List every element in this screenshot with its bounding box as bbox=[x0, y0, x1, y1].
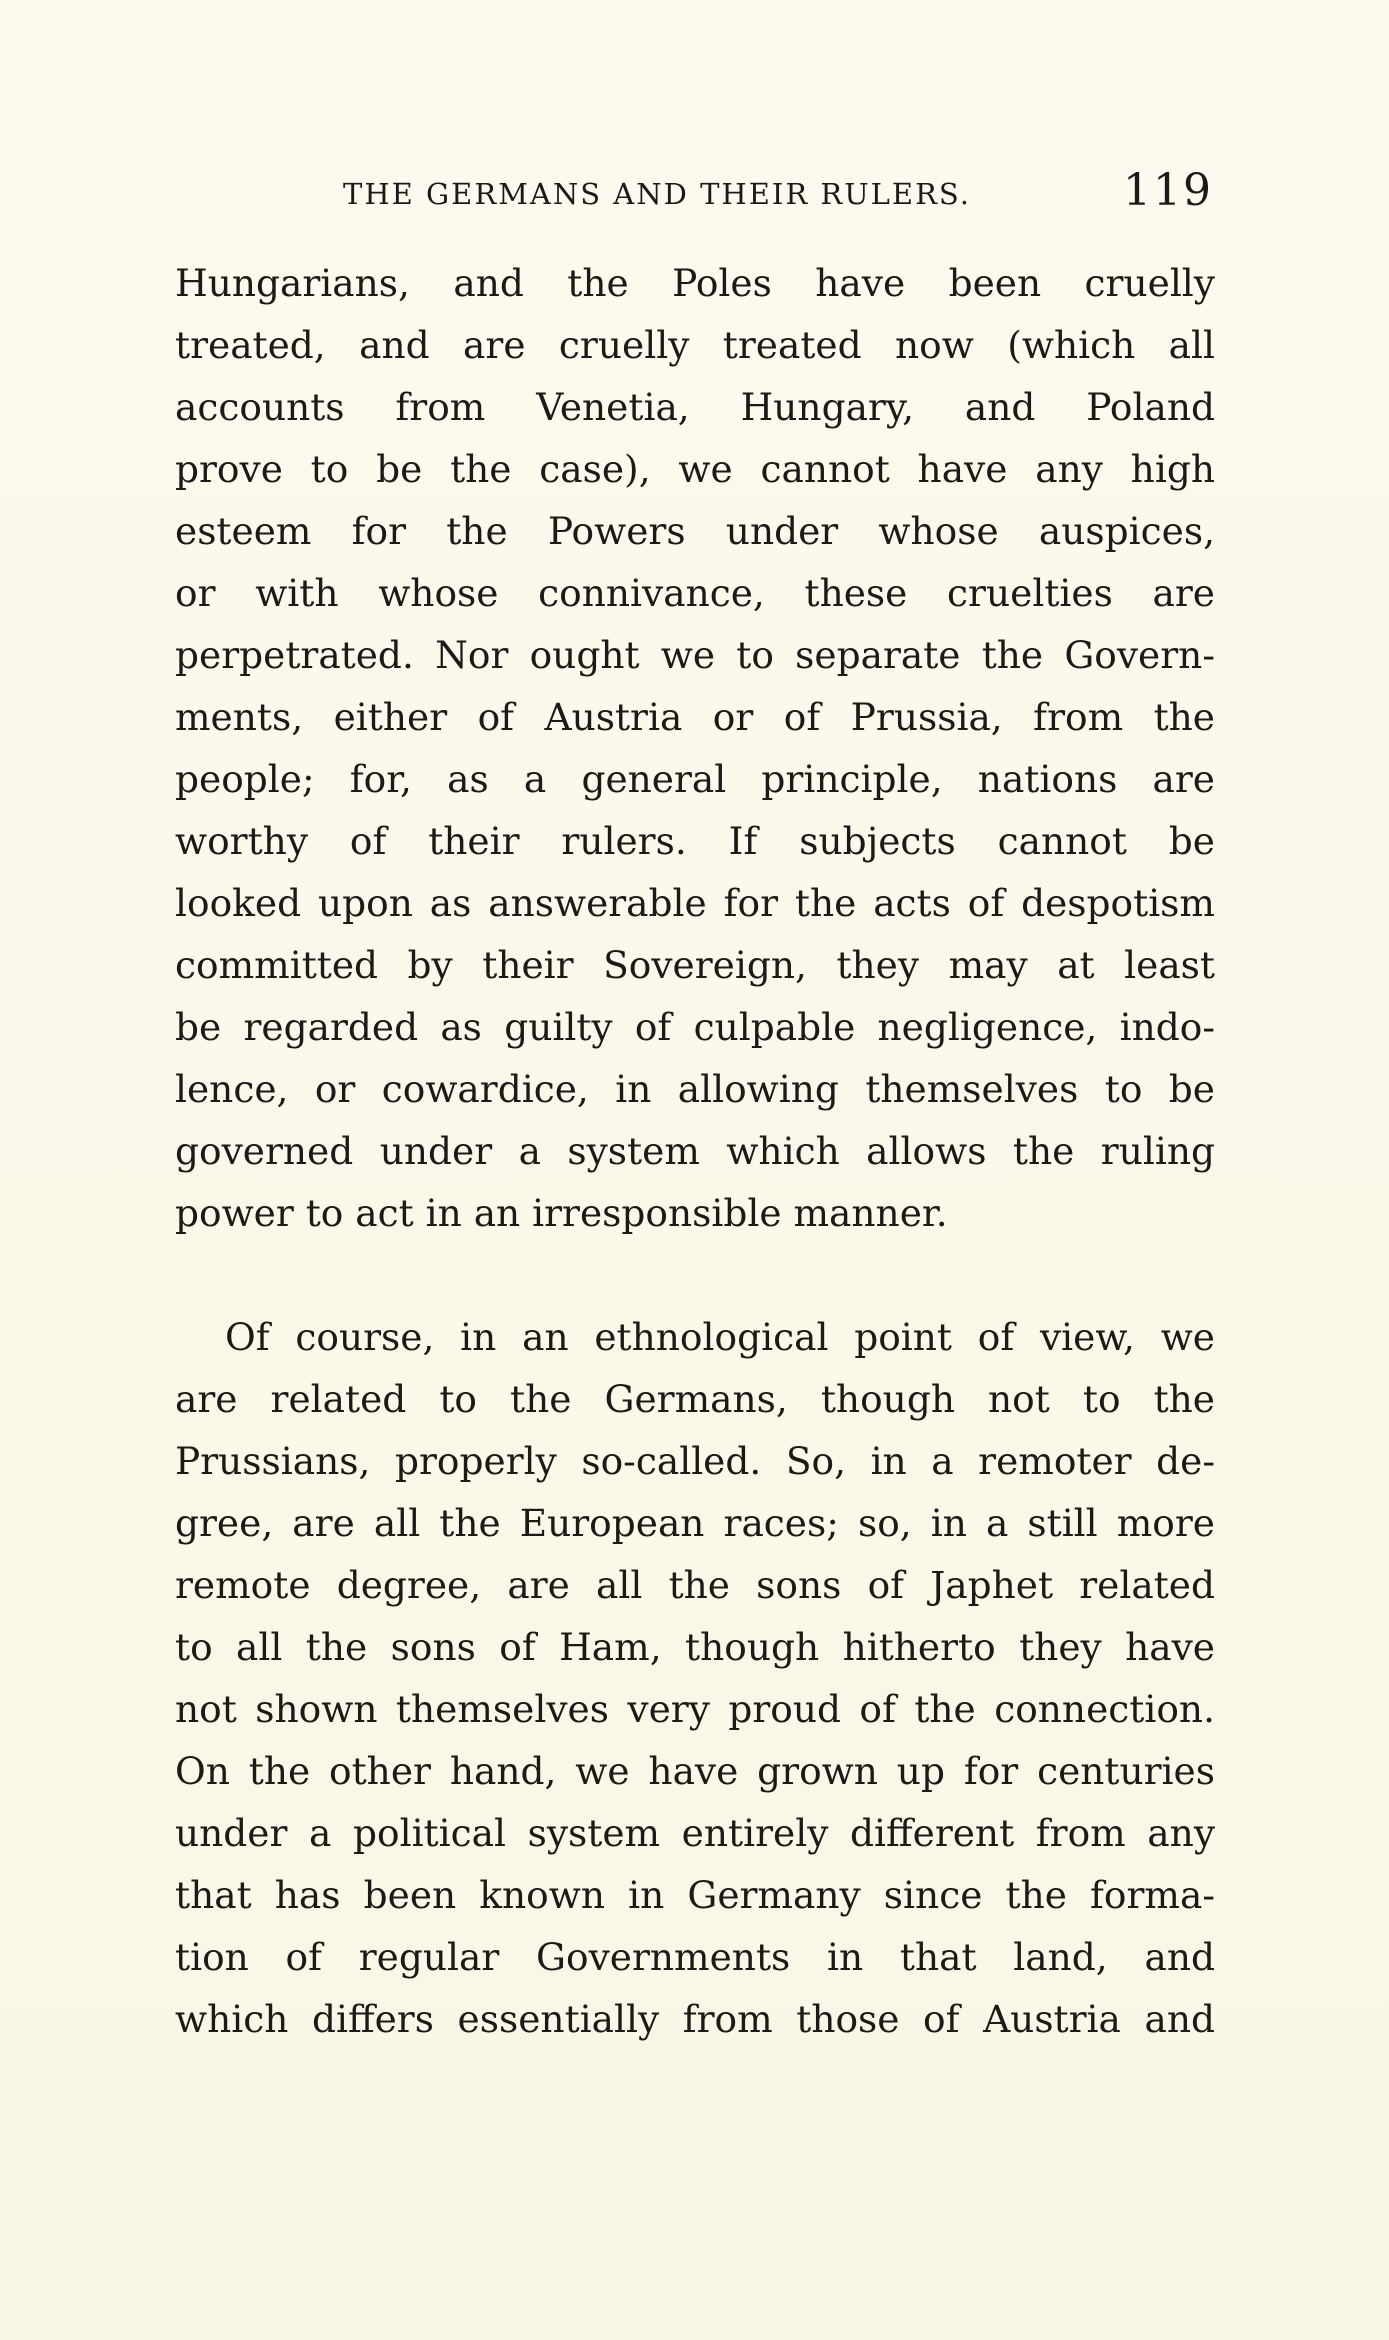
running-title: THE GERMANS AND THEIR RULERS. bbox=[343, 177, 971, 211]
text-line: treated, and are cruelly treated now (which all bbox=[175, 323, 1215, 367]
text-line: accounts from Venetia, Hungary, and Poland bbox=[175, 385, 1215, 429]
text-line: Prussians, properly so-called. So, in a remoter de- bbox=[175, 1439, 1215, 1483]
text-line: ments, either of Austria or of Prussia, from the bbox=[175, 695, 1215, 739]
text-line: or with whose connivance, these cruelties are bbox=[175, 571, 1215, 615]
body-text bbox=[175, 252, 1215, 2050]
running-head bbox=[175, 165, 1213, 225]
text-line: tion of regular Governments in that land, and bbox=[175, 1935, 1215, 1979]
text-line: be regarded as guilty of culpable negligence, indo- bbox=[175, 1005, 1215, 1049]
text-line: not shown themselves very proud of the connection. bbox=[175, 1687, 1215, 1731]
text-line: Of course, in an ethnological point of view, we bbox=[225, 1315, 1215, 1359]
paragraph-gap bbox=[175, 1244, 1215, 1306]
text-line: esteem for the Powers under whose auspices, bbox=[175, 509, 1215, 553]
text-line: lence, or cowardice, in allowing themselves to be bbox=[175, 1067, 1215, 1111]
text-line: are related to the Germans, though not to the bbox=[175, 1377, 1215, 1421]
text-line: worthy of their rulers. If subjects cannot be bbox=[175, 819, 1215, 863]
paragraph-1 bbox=[175, 252, 1215, 1244]
text-line: to all the sons of Ham, though hitherto they have bbox=[175, 1625, 1215, 1669]
text-line: which differs essentially from those of Austria and bbox=[175, 1997, 1215, 2041]
text-line: under a political system entirely different from any bbox=[175, 1811, 1215, 1855]
paragraph-2 bbox=[175, 1306, 1215, 2050]
text-line: that has been known in Germany since the forma- bbox=[175, 1873, 1215, 1917]
text-line: On the other hand, we have grown up for centuries bbox=[175, 1749, 1215, 1793]
text-line: committed by their Sovereign, they may at least bbox=[175, 943, 1215, 987]
text-line: looked upon as answerable for the acts of despotism bbox=[175, 881, 1215, 925]
text-line: power to act in an irresponsible manner. bbox=[175, 1191, 948, 1235]
text-line: governed under a system which allows the ruling bbox=[175, 1129, 1215, 1173]
text-line: gree, are all the European races; so, in a still more bbox=[175, 1501, 1215, 1545]
text-line: Hungarians, and the Poles have been cruelly bbox=[175, 261, 1215, 305]
text-line: perpetrated. Nor ought we to separate the Govern- bbox=[175, 633, 1215, 677]
page-number: 119 bbox=[1123, 165, 1213, 216]
text-line: remote degree, are all the sons of Japhet related bbox=[175, 1563, 1215, 1607]
text-line: prove to be the case), we cannot have any high bbox=[175, 447, 1215, 491]
text-line: people; for, as a general principle, nations are bbox=[175, 757, 1215, 801]
